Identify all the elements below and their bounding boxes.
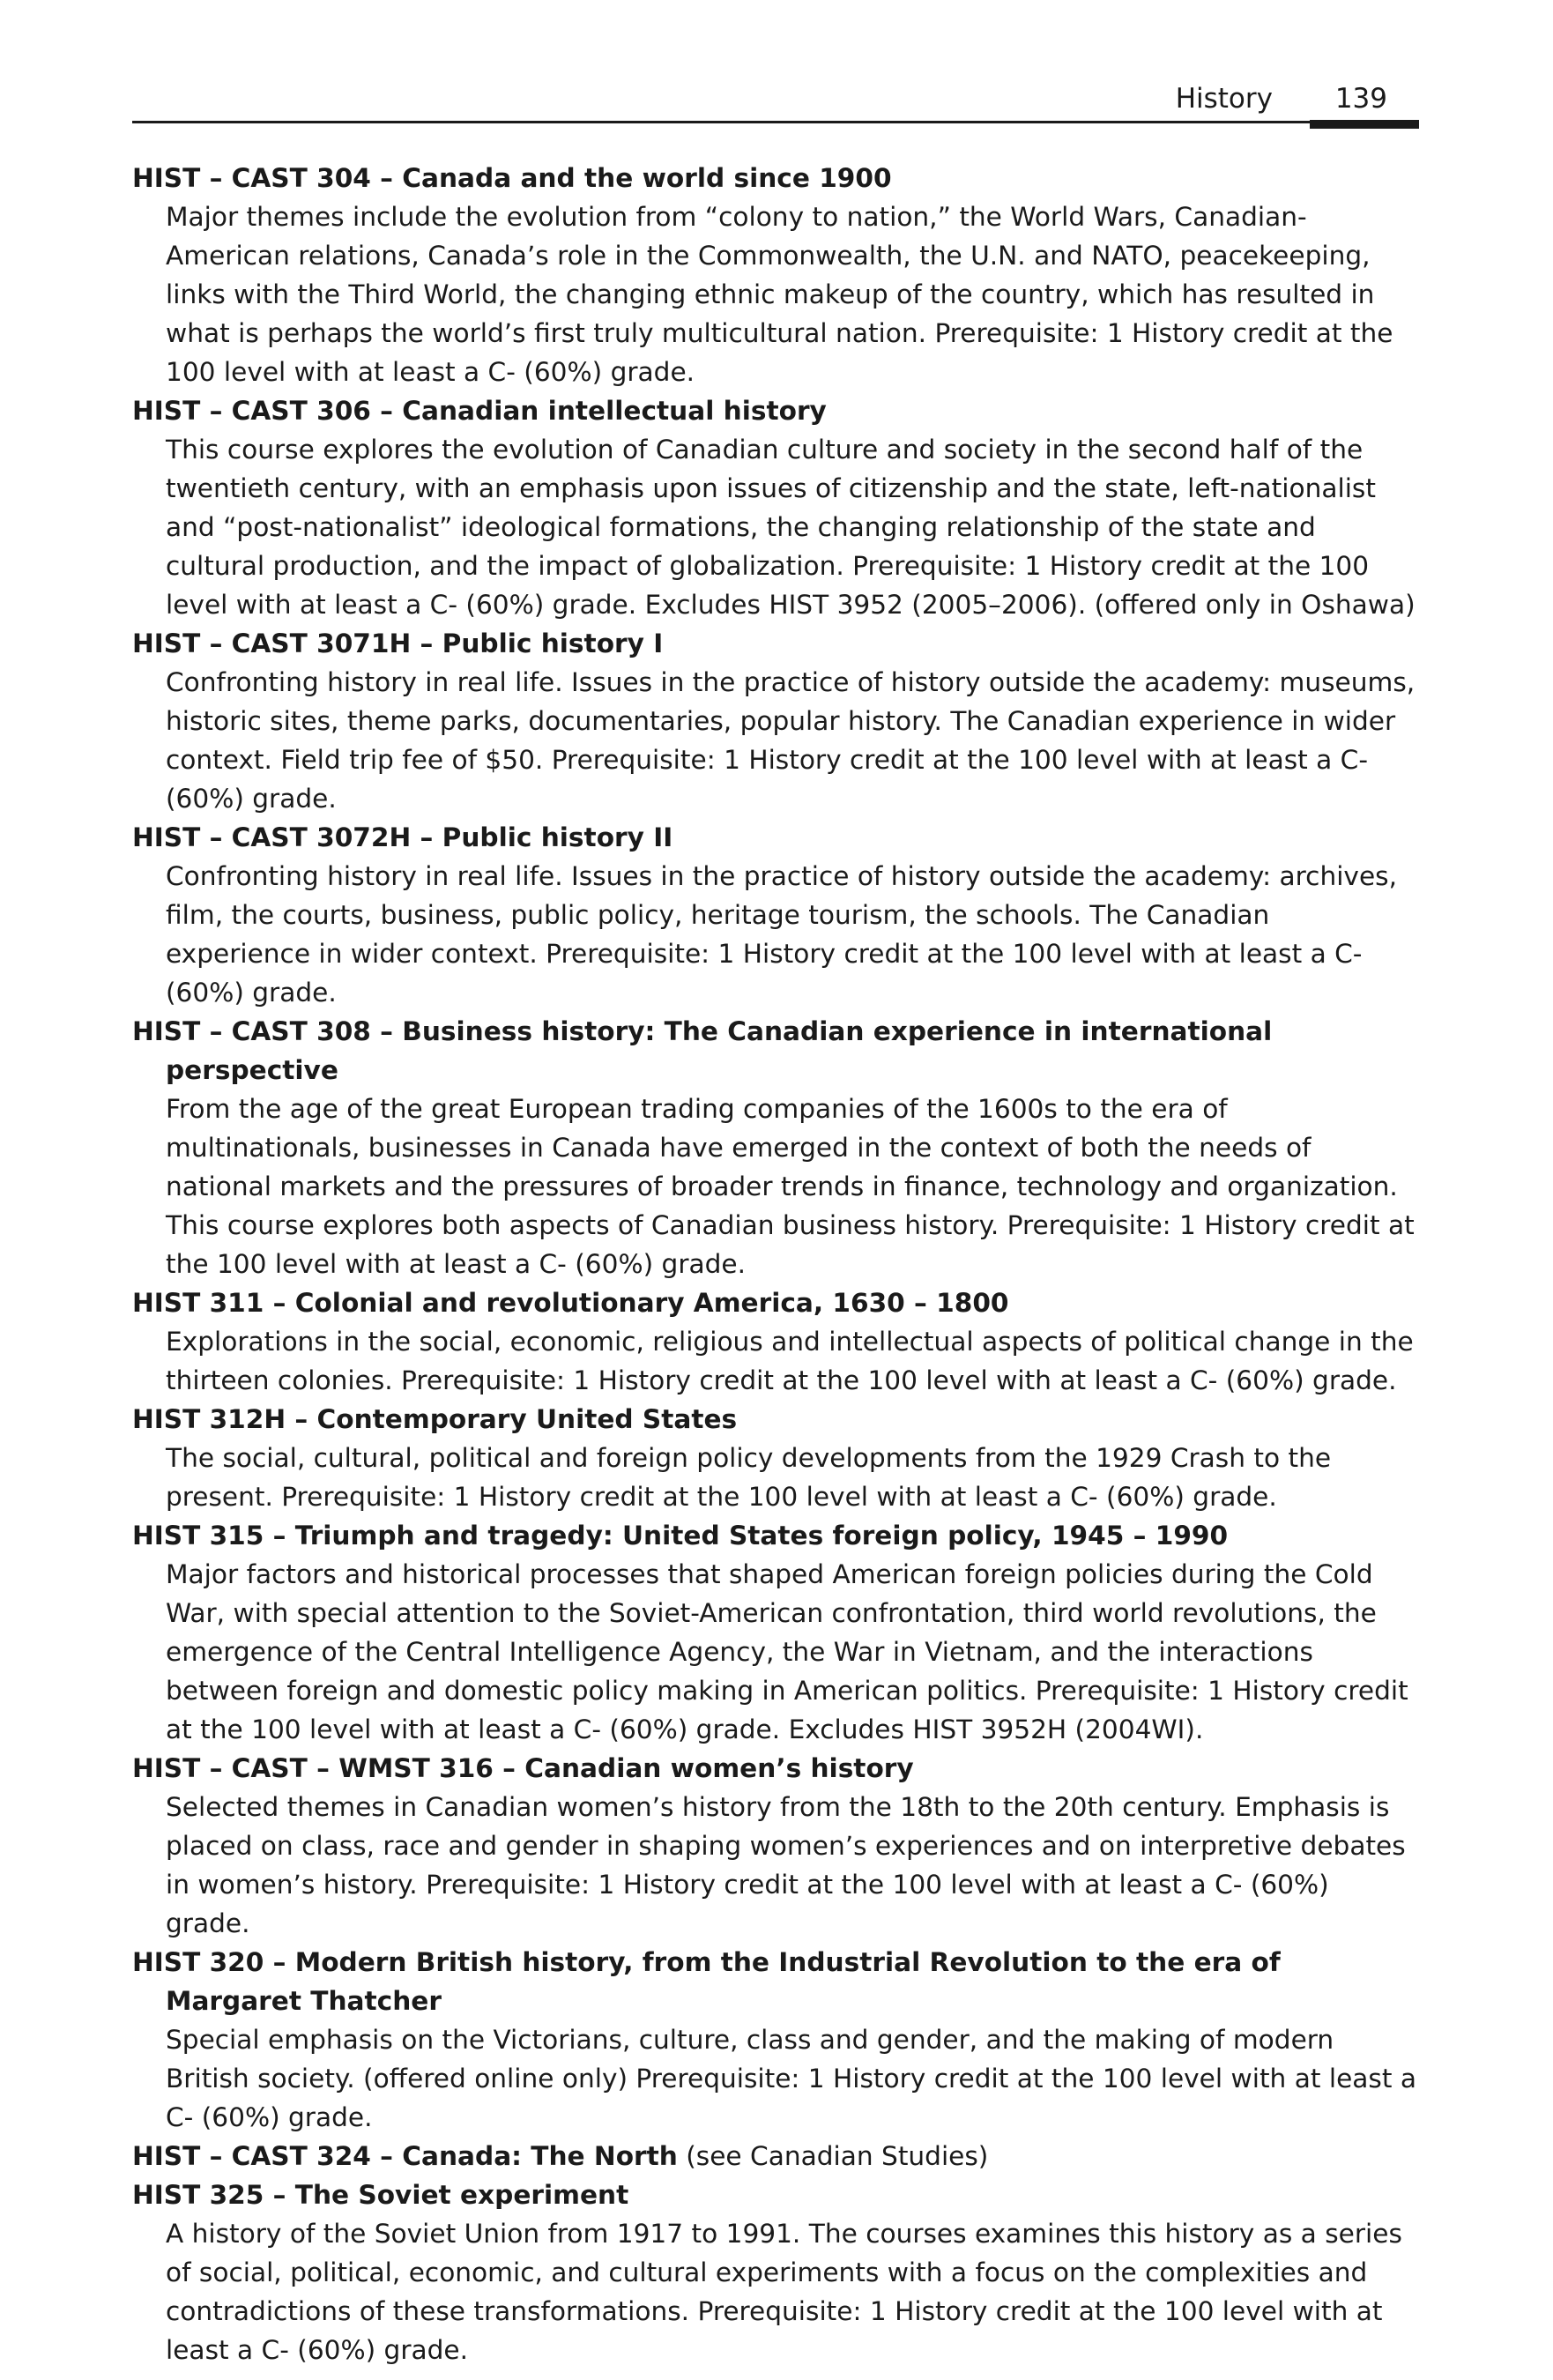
course-title: HIST – CAST 3071H – Public history I	[132, 628, 664, 658]
course-entry	[132, 1749, 1419, 1943]
course-description: Confronting history in real life. Issues in the practice of history outside the academy: museums, historic sites, theme parks, documentaries, popular history. The Canadian experience in wider context. Field trip fee of $50. Prerequisite: 1 History credit at the 100 level with at least a C- (60%) grade.	[166, 667, 1416, 814]
course-entry	[132, 624, 1419, 818]
course-description: Selected themes in Canadian women’s history from the 18th to the 20th century. Emphasis is placed on class, race and gender in shaping women’s experiences and on interpretive debates in women’s history. Prerequisite: 1 History credit at the 100 level with at least a C- (60%) grade.	[166, 1792, 1406, 1938]
course-entry	[132, 1400, 1419, 1516]
course-description: From the age of the great European trading companies of the 1600s to the era of multinationals, businesses in Canada have emerged in the context of both the needs of national markets and the pressures of broader trends in finance, technology and organization. This course explores both aspects of Canadian business history. Prerequisite: 1 History credit at the 100 level with at least a C- (60%) grade.	[166, 1094, 1415, 1279]
course-entry	[132, 2175, 1419, 2369]
course-entry	[132, 1516, 1419, 1749]
course-title: HIST – CAST – WMST 316 – Canadian women’s history	[132, 1753, 914, 1783]
course-title: HIST – CAST 308 – Business history: The Canadian experience in international perspective	[132, 1016, 1273, 1085]
course-entry	[132, 1283, 1419, 1400]
page-number: 139	[1334, 83, 1387, 115]
course-description: Explorations in the social, economic, religious and intellectual aspects of political change in the thirteen colonies. Prerequisite: 1 History credit at the 100 level with at least a C- (60%) grade.	[166, 1327, 1414, 1395]
page-header	[132, 78, 1419, 123]
course-listing	[132, 159, 1419, 2369]
course-title: HIST – CAST 3072H – Public history II	[132, 822, 673, 852]
course-title: HIST 320 – Modern British history, from the Industrial Revolution to the era of Margaret Thatcher	[132, 1947, 1281, 2016]
course-entry	[132, 391, 1419, 624]
course-description: Major themes include the evolution from “colony to nation,” the World Wars, Canadian-American relations, Canada’s role in the Commonwealth, the U.N. and NATO, peacekeeping, links with the Third World, the changing ethnic makeup of the country, which has resulted in what is perhaps the world’s first truly multicultural nation. Prerequisite: 1 History credit at the 100 level with at least a C- (60%) grade.	[166, 202, 1393, 387]
course-entry	[132, 1012, 1419, 1283]
header-tab-bar	[1310, 120, 1419, 129]
course-description: A history of the Soviet Union from 1917 to 1991. The courses examines this history as a series of social, political, economic, and cultural experiments with a focus on the complexities and contradictions of these transformations. Prerequisite: 1 History credit at the 100 level with at least a C- (60%) grade.	[166, 2219, 1402, 2365]
course-title: HIST – CAST 306 – Canadian intellectual history	[132, 396, 827, 426]
running-header-section: History	[1175, 83, 1273, 115]
course-title: HIST 311 – Colonial and revolutionary America, 1630 – 1800	[132, 1288, 1009, 1318]
course-entry	[132, 818, 1419, 1012]
header-rule	[132, 121, 1419, 123]
course-entry	[132, 159, 1419, 391]
course-description: Major factors and historical processes that shaped American foreign policies during the Cold War, with special attention to the Soviet-American confrontation, third world revolutions, the emergence of the Central Intelligence Agency, the War in Vietnam, and the interactions between foreign and domestic policy making in American politics. Prerequisite: 1 History credit at the 100 level with at least a C- (60%) grade. Excludes HIST 3952H (2004WI).	[166, 1559, 1408, 1744]
course-description: Confronting history in real life. Issues in the practice of history outside the academy: archives, film, the courts, business, public policy, heritage tourism, the schools. The Canadian experience in wider context. Prerequisite: 1 History credit at the 100 level with at least a C- (60%) grade.	[166, 861, 1397, 1008]
course-title: HIST 325 – The Soviet experiment	[132, 2180, 629, 2210]
course-entry	[132, 1943, 1419, 2137]
course-description: This course explores the evolution of Canadian culture and society in the second half of the twentieth century, with an emphasis upon issues of citizenship and the state, left-nationalist and “post-nationalist” ideological formations, the changing relationship of the state and cultural production, and the impact of globalization. Prerequisite: 1 History credit at the 100 level with at least a C- (60%) grade. Excludes HIST 3952 (2005–2006). (offered only in Oshawa)	[166, 435, 1416, 620]
course-entry	[132, 2137, 1419, 2175]
course-title: HIST 312H – Contemporary United States	[132, 1404, 738, 1434]
course-title: HIST – CAST 324 – Canada: The North (see Canadian Studies)	[132, 2141, 989, 2171]
course-description: The social, cultural, political and foreign policy developments from the 1929 Crash to the present. Prerequisite: 1 History credit at the 100 level with at least a C- (60%) grade.	[166, 1443, 1332, 1512]
course-description: Special emphasis on the Victorians, culture, class and gender, and the making of modern British society. (offered online only) Prerequisite: 1 History credit at the 100 level with at least a C- (60%) grade.	[166, 2025, 1416, 2132]
course-title: HIST 315 – Triumph and tragedy: United States foreign policy, 1945 – 1990	[132, 1521, 1229, 1551]
course-title: HIST – CAST 304 – Canada and the world since 1900	[132, 163, 892, 193]
